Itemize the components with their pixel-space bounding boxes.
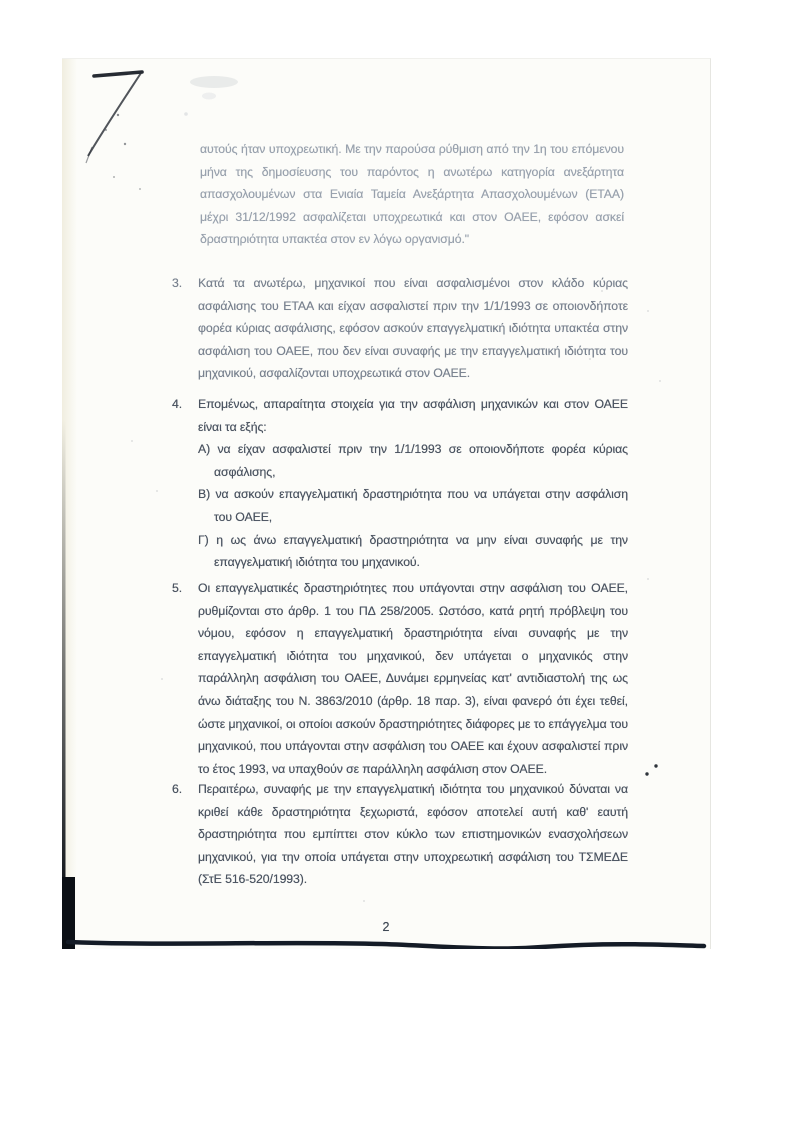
left-edge-bar bbox=[62, 877, 75, 949]
bottom-edge-line bbox=[68, 942, 704, 949]
item-number: 4. bbox=[172, 397, 183, 411]
sub-item-b bbox=[198, 483, 628, 528]
sub-item-text: η ως άνω επαγγελματική δραστηριότητα να μην είναι συναφής με την επαγγελματική ιδιότητα του μηχανικού. bbox=[214, 532, 628, 570]
list-item-4 bbox=[172, 393, 628, 574]
sub-item-text: να ασκούν επαγγελματική δραστηριότητα που να υπάγεται στην ασφάλιση του ΟΑΕΕ, bbox=[214, 487, 628, 524]
list-item-3 bbox=[172, 272, 628, 385]
quoted-paragraph: αυτούς ήταν υποχρεωτική. Με την παρούσα ρύθμιση από την 1η του επόμενου μήνα της δημοσίευσης του παρόντος η ανωτέρω κατηγορία ανεξάρτητα απασχολουμένων στα Ενιαία Ταμεία Ανεξάρτητα Απασχολουμένων (ΕΤΑΑ) μέχρι 31/12/1992 ασφαλίζεται υποχρεωτικά και στον ΟΑΕΕ, εφόσον ασκεί δραστηριότητα υπακτέα στον εν λόγω οργανισμό." bbox=[200, 142, 624, 247]
sub-item-a bbox=[198, 438, 628, 483]
sub-item-c bbox=[198, 529, 628, 574]
corner-specks bbox=[105, 114, 141, 190]
item-number: 3. bbox=[172, 276, 183, 290]
sub-item-label: Γ) bbox=[198, 532, 209, 547]
item-number: 6. bbox=[172, 782, 183, 796]
item-number: 5. bbox=[172, 581, 183, 595]
list-item-5 bbox=[172, 577, 628, 780]
sub-item-label: Β) bbox=[198, 487, 211, 502]
left-edge-strip bbox=[62, 59, 77, 949]
smudge-mark bbox=[184, 76, 238, 116]
item-intro-text: Επομένως, απαραίτητα στοιχεία για την ασφάλιση μηχανικών και στον ΟΑΕΕ είναι τα εξής: bbox=[198, 397, 628, 434]
sub-item-text: να είχαν ασφαλιστεί πριν την 1/1/1993 σε οποιονδήποτε φορέα κύριας ασφάλισης, bbox=[214, 442, 628, 479]
corner-fold-mark bbox=[86, 72, 142, 163]
item-text: Κατά τα ανωτέρω, μηχανικοί που είναι ασφαλισμένοι στον κλάδο κύριας ασφάλισης του ΕΤΑΑ και είχαν ασφαλιστεί πριν την 1/1/1993 σε οποιονδήποτε φορέα κύριας ασφάλισης, εφόσον ασκούν επαγγελματική ιδιότητα υπακτέα στην ασφάλιση του ΟΑΕΕ, που δεν είναι συναφής με την επαγγελματική ιδιότητα του μηχανικού, ασφαλίζονται υποχρεωτικά στον ΟΑΕΕ. bbox=[198, 276, 628, 381]
list-item-6 bbox=[172, 778, 628, 891]
page-number: 2 bbox=[382, 920, 390, 934]
sub-item-label: Α) bbox=[198, 442, 211, 457]
item-text bbox=[198, 393, 628, 574]
item-text: Οι επαγγελματικές δραστηριότητες που υπάγονται στην ασφάλιση του ΟΑΕΕ, ρυθμίζονται στο άρθρ. 1 του ΠΔ 258/2005. Ωστόσο, κατά ρητή πρόβλεψη του νόμου, εφόσον η επαγγελματική δραστηριότητα είναι συναφής με την επαγγελματική ιδιότητα του μηχανικού, δεν υπάγεται ο μηχανικός στην παράλληλη ασφάλιση του ΟΑΕΕ, Δυνάμει ερμηνείας κατ' αντιδιαστολή της ως άνω διάταξης του Ν. 3863/2010 (άρθρ. 18 παρ. 3), είναι φανερό ότι έχει τεθεί, ώστε μηχανικοί, οι οποίοι ασκούν δραστηριότητες διάφορες με το επάγγελμα του μηχανικού, που υπάγονται στην ασφάλιση του ΟΑΕΕ και έχουν ασφαλιστεί πριν το έτος 1993, να υπαχθούν σε παράλληλη ασφάλιση στον ΟΑΕΕ. bbox=[198, 581, 628, 776]
item-text: Περαιτέρω, συναφής με την επαγγελματική ιδιότητα του μηχανικού δύναται να κριθεί κάθε δραστηριότητα ξεχωριστά, εφόσον αποτελεί αυτή καθ' εαυτή δραστηριότητα που εμπίπτει στον κύκλο των επιστημονικών ενασχολήσεων μηχανικού, για την οποία υπάγεται στην υποχρεωτική ασφάλιση του ΤΣΜΕΔΕ (ΣτΕ 516-520/1993). bbox=[198, 782, 628, 887]
left-edge-shadow bbox=[62, 419, 66, 881]
stray-ink-dots bbox=[645, 764, 657, 775]
document-sheet bbox=[62, 58, 711, 949]
